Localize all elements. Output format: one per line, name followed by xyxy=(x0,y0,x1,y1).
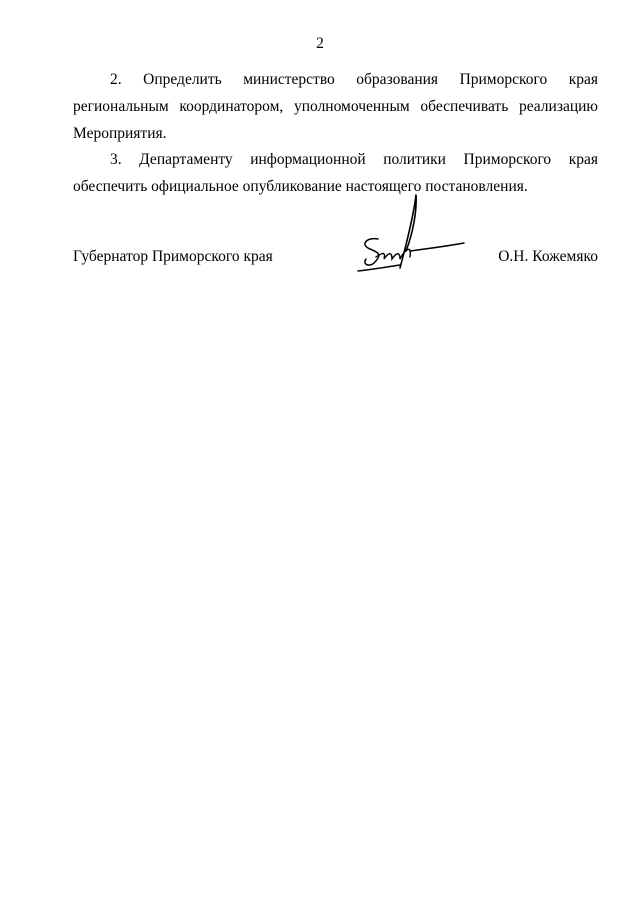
paragraph-2-line-3: Мероприятия. xyxy=(73,125,167,142)
paragraph-3-number: 3. xyxy=(110,151,122,168)
signatory-title: Губернатор Приморского края xyxy=(73,248,273,265)
handwritten-signature xyxy=(356,193,466,278)
paragraph-2-line-1 xyxy=(73,66,598,93)
paragraph-2-number: 2. xyxy=(110,71,122,88)
paragraph-3-line-1 xyxy=(73,146,598,173)
signatory-name: О.Н. Кожемяко xyxy=(498,248,598,265)
paragraph-2 xyxy=(73,66,598,147)
paragraph-3 xyxy=(73,146,598,200)
paragraph-3-line-2: обеспечить официальное опубликование настоящего постановления. xyxy=(73,178,528,195)
signature-block xyxy=(73,243,598,283)
paragraph-2-line-2: региональным координатором, уполномоченным обеспечивать реализацию xyxy=(73,98,598,115)
paragraph-3-text-1: Департаменту информационной политики Приморского края xyxy=(139,151,598,168)
paragraph-2-text-1: Определить министерство образования Приморского края xyxy=(143,71,599,88)
page-number: 2 xyxy=(316,35,324,52)
